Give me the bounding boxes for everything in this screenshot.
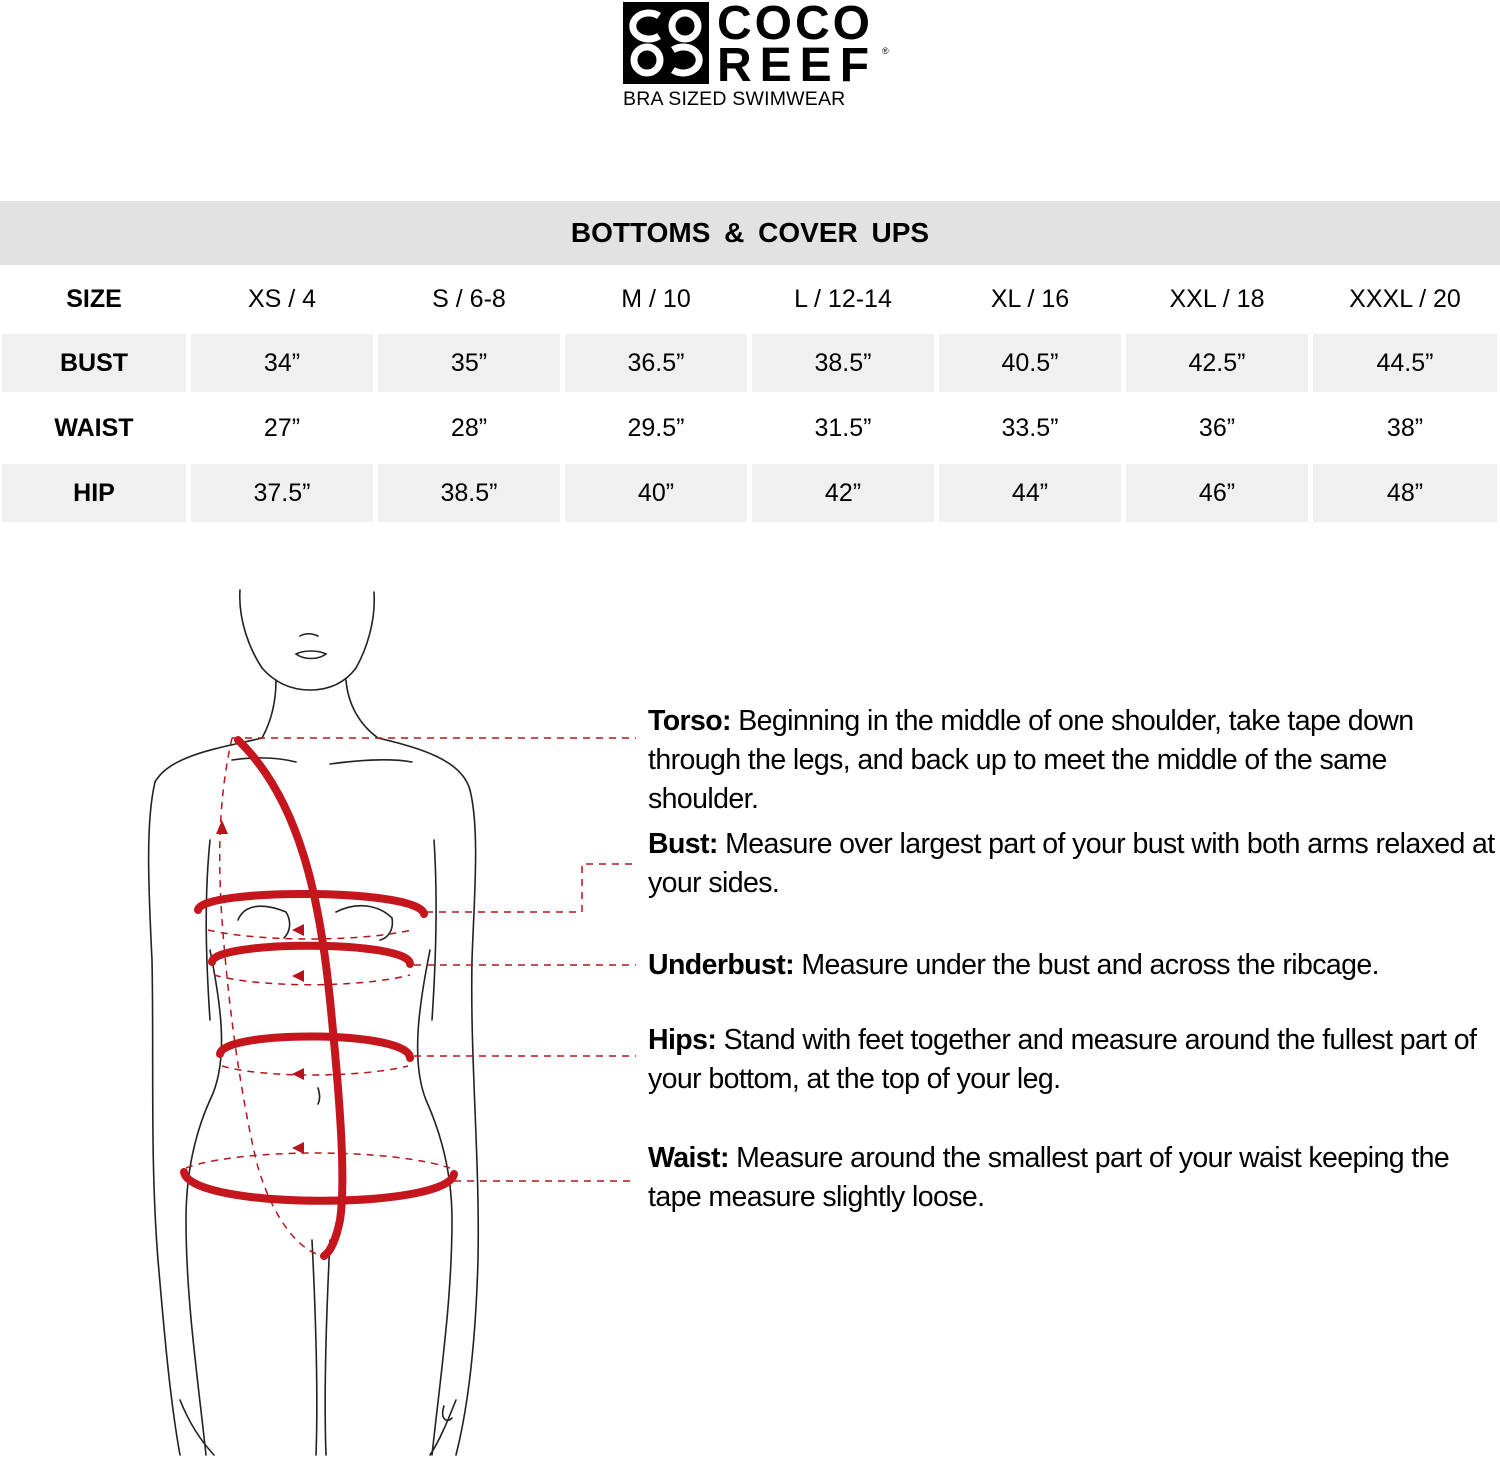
size-header-cell: XXL / 18 <box>1169 284 1265 313</box>
coco-monogram-icon <box>623 2 709 84</box>
note-key: Hips: <box>648 1024 717 1056</box>
row-label: BUST <box>2 334 186 392</box>
tape-measures <box>184 740 454 1256</box>
size-header-cell: S / 6-8 <box>432 284 506 313</box>
body-outline <box>149 590 479 1455</box>
note-key: Underbust: <box>648 949 794 981</box>
table-cell: 27” <box>263 413 301 442</box>
table-cell: 35” <box>378 334 560 392</box>
note-key: Waist: <box>648 1142 729 1174</box>
row-label: HIP <box>2 464 186 522</box>
table-cell: 36” <box>1198 413 1236 442</box>
note-key: Torso: <box>648 705 731 737</box>
size-header-label: SIZE <box>66 284 122 313</box>
table-cell: 38.5” <box>378 464 560 522</box>
table-cell: 37.5” <box>191 464 373 522</box>
table-cell: 44.5” <box>1313 334 1497 392</box>
guide-arrowheads <box>216 820 304 1154</box>
table-row-bust <box>0 334 1500 392</box>
bust-tape <box>198 894 424 914</box>
size-header-cell: XL / 16 <box>990 284 1070 313</box>
table-cell: 40.5” <box>939 334 1121 392</box>
guide-lines <box>186 738 636 1255</box>
torso-tape <box>238 740 342 1256</box>
brand-name-line1: COCO <box>717 0 873 50</box>
table-cell: 33.5” <box>1001 413 1059 442</box>
note-text: Measure under the bust and across the ribcage. <box>794 949 1379 981</box>
note-text: Measure around the smallest part of your waist keeping the tape measure slightly loose. <box>648 1142 1450 1213</box>
table-cell: 46” <box>1126 464 1308 522</box>
size-header-cell: L / 12-14 <box>794 284 892 313</box>
size-header-cell: XS / 4 <box>247 284 317 313</box>
registered-mark: ® <box>882 46 889 56</box>
table-cell: 29.5” <box>627 413 685 442</box>
table-cell: 34” <box>191 334 373 392</box>
note-waist <box>648 1139 1500 1217</box>
note-text: Stand with feet together and measure around the fullest part of your bottom, at the top of your leg. <box>648 1024 1477 1095</box>
hip-tape <box>220 1036 410 1058</box>
note-hips <box>648 1021 1500 1099</box>
table-row-waist <box>0 399 1500 457</box>
note-key: Bust: <box>648 828 718 860</box>
table-cell: 38.5” <box>752 334 934 392</box>
table-cell: 42” <box>752 464 934 522</box>
underbust-tape <box>212 946 410 964</box>
table-cell: 48” <box>1313 464 1497 522</box>
size-header-cell: XXXL / 20 <box>1349 284 1461 313</box>
table-cell: 28” <box>450 413 488 442</box>
size-header-cell: M / 10 <box>621 284 691 313</box>
table-cell: 31.5” <box>814 413 872 442</box>
table-cell: 42.5” <box>1126 334 1308 392</box>
table-row-hip <box>0 464 1500 522</box>
note-bust <box>648 825 1500 903</box>
size-header-row <box>0 270 1500 328</box>
note-torso <box>648 702 1500 819</box>
row-label: WAIST <box>54 413 134 442</box>
brand-tagline: BRA SIZED SWIMWEAR <box>623 88 846 110</box>
brand-logo <box>623 2 893 114</box>
note-text: Measure over largest part of your bust with both arms relaxed at your sides. <box>648 828 1495 899</box>
body-measurement-figure <box>130 580 650 1460</box>
note-text: Beginning in the middle of one shoulder, take tape down through the legs, and back up to meet the middle of the same shoulder. <box>648 705 1414 815</box>
table-cell: 44” <box>939 464 1121 522</box>
table-cell: 36.5” <box>565 334 747 392</box>
table-cell: 38” <box>1386 413 1424 442</box>
brand-name-line2: REEF <box>717 39 878 92</box>
note-underbust <box>648 946 1500 985</box>
waist-tape <box>184 1172 454 1201</box>
table-title: BOTTOMS & COVER UPS <box>0 201 1500 265</box>
table-cell: 40” <box>565 464 747 522</box>
